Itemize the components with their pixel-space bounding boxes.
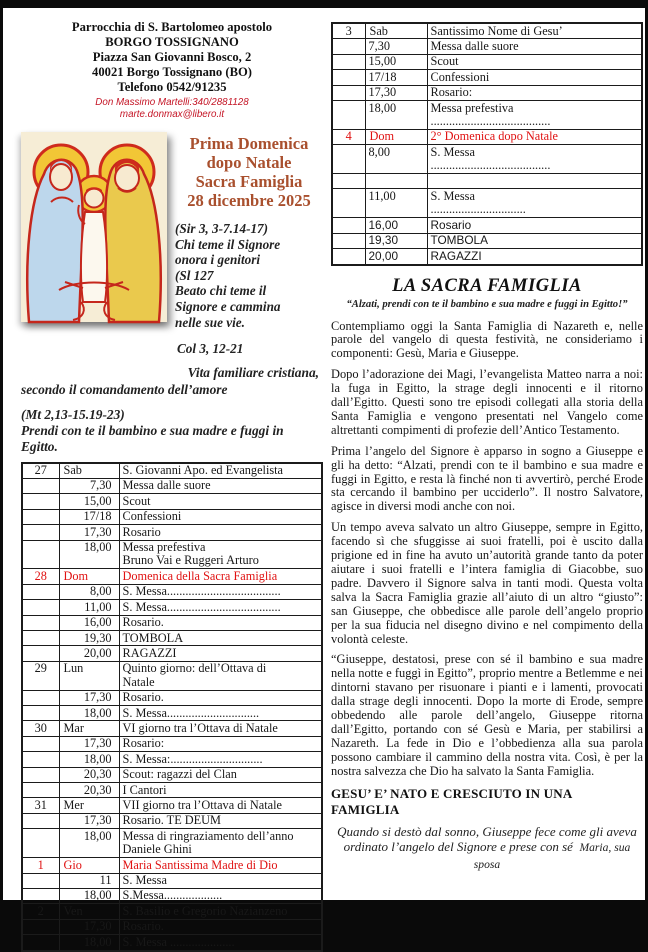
scripture-line: onora i genitori xyxy=(175,252,261,268)
time-cell: 20,30 xyxy=(59,767,119,782)
event-text: Messa dalle suore xyxy=(430,38,519,53)
schedule-row xyxy=(332,218,642,233)
event-cell xyxy=(119,798,322,813)
event-cell xyxy=(119,783,322,798)
day-number-cell xyxy=(22,919,59,934)
schedule-row xyxy=(332,145,642,174)
scripture-line: Chi teme il Signore xyxy=(175,236,281,252)
schedule-row xyxy=(22,721,322,736)
time-cell: 18,00 xyxy=(59,706,119,721)
event-text: I Cantori xyxy=(122,782,167,797)
schedule-row xyxy=(332,101,642,130)
day-number-cell xyxy=(22,752,59,767)
time-cell: 17,30 xyxy=(59,736,119,751)
article-paragraph: “Giuseppe, destatosi, prese con sé il bambino e sua madre nella notte e fuggì in Egitto”, proprio mentre a Betlemme e nei dintorni stavano per risuonare i pianti e i lamenti, provocati dalla strage degli innocenti. Dopo la morte di Erode, sempre obbedendo alle parole dell’angelo, Giuseppe ritorna dall’Egitto, portando con sé Gesù e Maria, per stabilirsi a Nazareth. La fede in Dio e l’obbedienza alla sua parola possono cambiare il cammino della nostra vita. Così, è per la nostra salvezza che Dio ha salvato la Santa Famiglia. xyxy=(331,652,643,778)
schedule-row xyxy=(332,54,642,69)
closing-quote xyxy=(331,824,643,873)
bulletin-page xyxy=(3,8,645,949)
event-text: VI giorno tra l’Ottava di Natale xyxy=(122,720,278,735)
time-cell: Mer xyxy=(59,798,119,813)
time-cell: Ven xyxy=(59,904,119,919)
schedule-row xyxy=(22,600,322,615)
day-number-cell: 2 xyxy=(22,904,59,919)
parish-name: Parrocchia di S. Bartolomeo apostolo xyxy=(71,20,273,34)
left-column xyxy=(21,20,323,952)
colossians-ref: Col 3, 12-21 xyxy=(177,341,244,357)
event-text-2: Bruno Vai e Ruggeri Arturo xyxy=(122,553,259,568)
time-cell: 8,00 xyxy=(59,584,119,599)
schedule-row xyxy=(22,904,322,919)
event-text: Rosario. xyxy=(122,690,164,705)
day-number-cell xyxy=(22,783,59,798)
event-cell xyxy=(427,249,642,265)
event-text: Rosario. xyxy=(122,615,164,630)
event-text: Quinto giorno: dell’Ottava di xyxy=(122,661,267,676)
schedule-row xyxy=(22,752,322,767)
event-text: TOMBOLA xyxy=(430,233,488,248)
article-paragraph: Dopo l’adorazione dei Magi, l’evangelista Matteo narra a noi: la fuga in Egitto, la strage degli innocenti e il ritorno dall’Egitto. Questi sono tre episodi collegati alla storia della Santa Famiglia e vengono presentati nel Vangelo come altrettanti compimenti di profezie dell’Antico Testamento. xyxy=(331,367,643,437)
schedule-row xyxy=(22,783,322,798)
day-number-cell xyxy=(22,540,59,569)
schedule-row xyxy=(22,829,322,858)
schedule-table-week1-body xyxy=(22,463,322,951)
day-number-cell xyxy=(332,85,365,100)
time-cell: 18,00 xyxy=(59,752,119,767)
time-cell: 15,00 xyxy=(59,494,119,509)
vita-line-2: secondo il comandamento dell’amore xyxy=(21,381,228,397)
day-number-cell: 3 xyxy=(332,23,365,39)
time-cell: 17/18 xyxy=(59,509,119,524)
event-cell xyxy=(119,813,322,828)
event-cell xyxy=(119,509,322,524)
event-text: Maria Santissima Madre di Dio xyxy=(122,857,278,872)
event-text: Scout: ragazzi del Clan xyxy=(122,767,237,782)
closing-main: Quando si destò dal sonno, Giuseppe fece come gli aveva ordinato l’angelo del Signore e prese con sé xyxy=(337,823,637,855)
schedule-row xyxy=(332,85,642,100)
event-text-2: ....................................... xyxy=(430,158,551,173)
day-number-cell xyxy=(332,39,365,54)
event-cell xyxy=(119,525,322,540)
day-number-cell: 31 xyxy=(22,798,59,813)
schedule-row xyxy=(22,494,322,509)
time-cell: 20,00 xyxy=(365,249,427,265)
schedule-row xyxy=(22,813,322,828)
vita-familiare-text xyxy=(21,365,323,398)
event-cell xyxy=(119,919,322,934)
time-cell: 18,00 xyxy=(59,540,119,569)
day-number-cell xyxy=(22,690,59,705)
time-cell: Mar xyxy=(59,721,119,736)
title-line: Prima Domenica xyxy=(189,134,309,153)
schedule-row xyxy=(332,174,642,189)
title-line: 28 dicembre 2025 xyxy=(187,191,311,210)
event-cell xyxy=(427,54,642,69)
parish-street: Piazza San Giovanni Bosco, 2 xyxy=(92,50,252,64)
holy-family-illustration xyxy=(21,132,167,322)
day-number-cell: 28 xyxy=(22,569,59,584)
event-text: VII giorno tra l’Ottava di Natale xyxy=(122,797,282,812)
schedule-row xyxy=(22,661,322,690)
day-number-cell xyxy=(22,600,59,615)
day-number-cell xyxy=(332,233,365,248)
holy-family-image xyxy=(21,132,167,322)
article-subtitle: “Alzati, prendi con te il bambino e sua madre e fuggi in Egitto!” xyxy=(346,298,628,310)
schedule-row xyxy=(22,525,322,540)
parish-phone: Telefono 0542/91235 xyxy=(117,80,227,94)
priest-phone: Don Massimo Martelli:340/2881128 xyxy=(95,97,249,108)
event-text: Rosario: xyxy=(122,736,165,751)
matthew-block xyxy=(21,407,323,454)
event-text: S. Messa..................................... xyxy=(122,584,281,599)
time-cell: 16,00 xyxy=(59,615,119,630)
article-paragraph: Un tempo aveva salvato un altro Giuseppe, sempre in Egitto, facendo sì che sfuggisse ai suoi fratelli, poi è uscito dalla prigione ed in fine ha avuto un’autorità grande tanto da poter aiutare i suoi fratelli e l’intera famiglia di Giacobbe, suo padre. Davvero il Signore salva in tanti modi. Questa volta salva la Sacra Famiglia grazie all’aiuto di un altro “giusto”: san Giuseppe, che obbedisce alle parole dell’angelo proprio per la sua fiducia nel disegno divino e nel compimento della volontà celeste. xyxy=(331,520,643,646)
title-line: Sacra Famiglia xyxy=(195,172,303,191)
event-cell xyxy=(119,736,322,751)
event-text: S. Messa:.............................. xyxy=(122,751,263,766)
article-paragraph: Contempliamo oggi la Santa Famiglia di Nazareth e, nelle parole del vangelo di questa festività, ne consideriamo i componenti: Gesù, Maria e Giuseppe. xyxy=(331,318,643,361)
event-text: S. Messa ..................... xyxy=(122,934,235,949)
priest-email: marte.donmax@libero.it xyxy=(119,109,225,120)
event-cell xyxy=(119,584,322,599)
schedule-row xyxy=(22,858,322,873)
time-cell: Lun xyxy=(59,661,119,690)
parish-city: 40021 Borgo Tossignano (BO) xyxy=(92,65,252,79)
event-text: Rosario. xyxy=(122,919,164,934)
schedule-row xyxy=(332,189,642,218)
event-text: Messa dalle suore xyxy=(122,478,211,493)
event-text: Santissimo Nome di Gesu’ xyxy=(430,23,563,38)
event-cell xyxy=(427,174,642,189)
day-number-cell: 30 xyxy=(22,721,59,736)
scripture-line: Beato chi teme il xyxy=(175,283,267,299)
title-line: dopo Natale xyxy=(206,153,292,172)
event-text: S. Messa xyxy=(430,188,475,203)
child-figure xyxy=(81,212,107,302)
event-cell xyxy=(119,494,322,509)
article-paragraph: Prima l’angelo del Signore è apparso in sogno a Giuseppe e gli ha detto: “Alzati, prendi con te il bambino e sua madre e fuggi in Egitto, e resta là finché non ti avvertirò, perché Erode sta cercando il bambino per ucciderlo”. Il nostro Salvatore, agisce in diversi modi anche con noi. xyxy=(331,443,643,514)
event-cell xyxy=(427,101,642,130)
day-number-cell xyxy=(332,189,365,218)
event-cell xyxy=(119,858,322,873)
day-number-cell xyxy=(22,736,59,751)
event-cell xyxy=(119,661,322,690)
schedule-row xyxy=(22,935,322,951)
day-number-cell xyxy=(332,54,365,69)
event-cell xyxy=(427,129,642,144)
schedule-row xyxy=(22,919,322,934)
day-number-cell xyxy=(332,70,365,85)
event-cell xyxy=(427,23,642,39)
time-cell: 11,00 xyxy=(59,600,119,615)
event-cell xyxy=(119,873,322,888)
event-text: Messa di ringraziamento dell’anno xyxy=(122,828,294,843)
schedule-row xyxy=(332,39,642,54)
day-number-cell xyxy=(332,174,365,189)
event-cell xyxy=(427,233,642,248)
time-cell: 17,30 xyxy=(59,525,119,540)
event-text: TOMBOLA xyxy=(122,630,184,645)
parish-header xyxy=(21,20,323,95)
event-cell xyxy=(119,829,322,858)
schedule-table-week1 xyxy=(21,462,323,952)
schedule-row xyxy=(22,509,322,524)
time-cell: Dom xyxy=(365,129,427,144)
event-cell xyxy=(427,39,642,54)
event-text-2: ............................... xyxy=(430,202,526,217)
day-number-cell xyxy=(22,706,59,721)
scripture-line: nelle sue vie. xyxy=(175,314,245,330)
day-number-cell xyxy=(22,873,59,888)
event-text: Confessioni xyxy=(430,69,490,84)
event-text: S. Giovanni Apo. ed Evangelista xyxy=(122,463,284,478)
schedule-row xyxy=(22,584,322,599)
day-number-cell xyxy=(22,509,59,524)
time-cell: 17/18 xyxy=(365,70,427,85)
scripture-ref: (Sir 3, 3-7.14-17) xyxy=(175,221,269,236)
day-number-cell xyxy=(22,888,59,903)
day-number-cell xyxy=(22,494,59,509)
matthew-ref: (Mt 2,13-15.19-23) xyxy=(21,407,125,423)
schedule-row xyxy=(332,249,642,265)
day-number-cell xyxy=(22,525,59,540)
time-cell: Dom xyxy=(59,569,119,584)
schedule-row xyxy=(22,736,322,751)
event-text: S.Messa................... xyxy=(122,888,223,903)
schedule-table-week2 xyxy=(331,22,643,266)
day-number-cell xyxy=(332,101,365,130)
day-number-cell xyxy=(22,813,59,828)
time-cell: 18,00 xyxy=(59,935,119,951)
schedule-table-week2-body xyxy=(332,23,642,265)
intro-row xyxy=(21,132,323,357)
time-cell: 19,30 xyxy=(365,233,427,248)
intro-text xyxy=(175,132,323,357)
event-text: Messa prefestiva xyxy=(430,100,514,115)
event-cell xyxy=(427,218,642,233)
event-text: RAGAZZI xyxy=(430,248,482,263)
time-cell: Sab xyxy=(59,463,119,479)
time-cell: 16,00 xyxy=(365,218,427,233)
schedule-row xyxy=(22,888,322,903)
event-text: 2° Domenica dopo Natale xyxy=(430,129,559,144)
article-body xyxy=(331,320,643,779)
event-text: Rosario xyxy=(122,524,161,539)
schedule-row xyxy=(22,569,322,584)
day-number-cell xyxy=(22,646,59,661)
time-cell: 18,00 xyxy=(59,888,119,903)
schedule-row xyxy=(22,767,322,782)
event-cell xyxy=(119,569,322,584)
day-number-cell xyxy=(332,218,365,233)
event-cell xyxy=(119,540,322,569)
event-cell xyxy=(119,888,322,903)
vita-line-1: Vita familiare cristiana, xyxy=(187,365,319,381)
matthew-text: Prendi con te il bambino e sua madre e fuggi in Egitto. xyxy=(21,422,284,454)
event-text: Scout xyxy=(122,493,151,508)
event-cell xyxy=(119,478,322,493)
event-cell xyxy=(119,646,322,661)
event-text: S. Messa..................................... xyxy=(122,599,281,614)
event-cell xyxy=(427,70,642,85)
event-text: Scout xyxy=(430,54,459,69)
event-text: RAGAZZI xyxy=(122,645,177,660)
day-number-cell: 27 xyxy=(22,463,59,479)
schedule-row xyxy=(22,615,322,630)
event-cell xyxy=(119,631,322,646)
time-cell: 7,30 xyxy=(365,39,427,54)
schedule-row xyxy=(22,873,322,888)
time-cell: 7,30 xyxy=(59,478,119,493)
time-cell: 11,00 xyxy=(365,189,427,218)
day-number-cell: 4 xyxy=(332,129,365,144)
schedule-row xyxy=(22,690,322,705)
event-text: Rosario xyxy=(430,217,472,232)
day-number-cell xyxy=(22,631,59,646)
right-column xyxy=(331,22,643,872)
day-number-cell xyxy=(22,584,59,599)
article-heading-2: GESU’ E’ NATO E CRESCIUTO IN UNA FAMIGLIA xyxy=(331,785,572,817)
event-cell xyxy=(119,935,322,951)
page-title xyxy=(175,134,323,210)
article-heading: LA SACRA FAMIGLIA xyxy=(392,275,582,296)
event-cell xyxy=(427,85,642,100)
day-number-cell xyxy=(332,249,365,265)
event-cell xyxy=(119,706,322,721)
scripture-block xyxy=(175,221,323,330)
day-number-cell: 1 xyxy=(22,858,59,873)
time-cell: Sab xyxy=(365,23,427,39)
schedule-row xyxy=(22,646,322,661)
event-text: Domenica della Sacra Famiglia xyxy=(122,568,278,583)
scripture-ref: (Sl 127 xyxy=(175,267,214,283)
time-cell: 15,00 xyxy=(365,54,427,69)
schedule-row xyxy=(22,463,322,479)
day-number-cell xyxy=(22,615,59,630)
event-cell xyxy=(119,767,322,782)
event-text: Confessioni xyxy=(122,509,182,524)
event-text: S. Messa xyxy=(122,873,167,888)
schedule-row xyxy=(332,129,642,144)
time-cell: Gio xyxy=(59,858,119,873)
time-cell: 18,00 xyxy=(59,829,119,858)
time-cell: 8,00 xyxy=(365,145,427,174)
event-text: S. Messa xyxy=(430,144,475,159)
day-number-cell xyxy=(332,145,365,174)
day-number-cell xyxy=(22,478,59,493)
schedule-row xyxy=(332,233,642,248)
event-cell xyxy=(119,463,322,479)
event-text-2: Daniele Ghini xyxy=(122,842,192,857)
time-cell: 20,30 xyxy=(59,783,119,798)
event-cell xyxy=(427,145,642,174)
time-cell: 17,30 xyxy=(59,690,119,705)
parish-contact xyxy=(21,97,323,121)
event-cell xyxy=(119,690,322,705)
schedule-row xyxy=(332,70,642,85)
time-cell: 17,30 xyxy=(59,813,119,828)
schedule-row xyxy=(332,23,642,39)
event-text-2: Natale xyxy=(122,674,155,689)
time-cell: 11 xyxy=(59,873,119,888)
time-cell xyxy=(365,174,427,189)
event-cell xyxy=(119,615,322,630)
day-number-cell xyxy=(22,767,59,782)
day-number-cell xyxy=(22,935,59,951)
schedule-row xyxy=(22,540,322,569)
scripture-line: Signore e cammina xyxy=(175,298,281,314)
time-cell: 18,00 xyxy=(365,101,427,130)
time-cell: 19,30 xyxy=(59,631,119,646)
schedule-row xyxy=(22,706,322,721)
event-text-2: ....................................... xyxy=(430,113,551,128)
event-text: Messa prefestiva xyxy=(122,540,206,555)
event-cell xyxy=(119,752,322,767)
parish-town: BORGO TOSSIGNANO xyxy=(105,35,239,49)
time-cell: 20,00 xyxy=(59,646,119,661)
day-number-cell xyxy=(22,829,59,858)
schedule-row xyxy=(22,798,322,813)
event-cell xyxy=(119,904,322,919)
closing-tail: Maria, sua sposa xyxy=(473,841,631,871)
event-cell xyxy=(119,600,322,615)
schedule-row xyxy=(22,478,322,493)
time-cell: 17,30 xyxy=(59,919,119,934)
event-cell xyxy=(119,721,322,736)
time-cell: 17,30 xyxy=(365,85,427,100)
event-cell xyxy=(427,189,642,218)
schedule-row xyxy=(22,631,322,646)
event-text: S. Basilio e Gregorio Nazianzeno xyxy=(122,903,288,918)
event-text: Rosario. TE DEUM xyxy=(122,813,221,828)
event-text: Rosario: xyxy=(430,85,473,100)
event-text: S. Messa.............................. xyxy=(122,705,260,720)
day-number-cell: 29 xyxy=(22,661,59,690)
